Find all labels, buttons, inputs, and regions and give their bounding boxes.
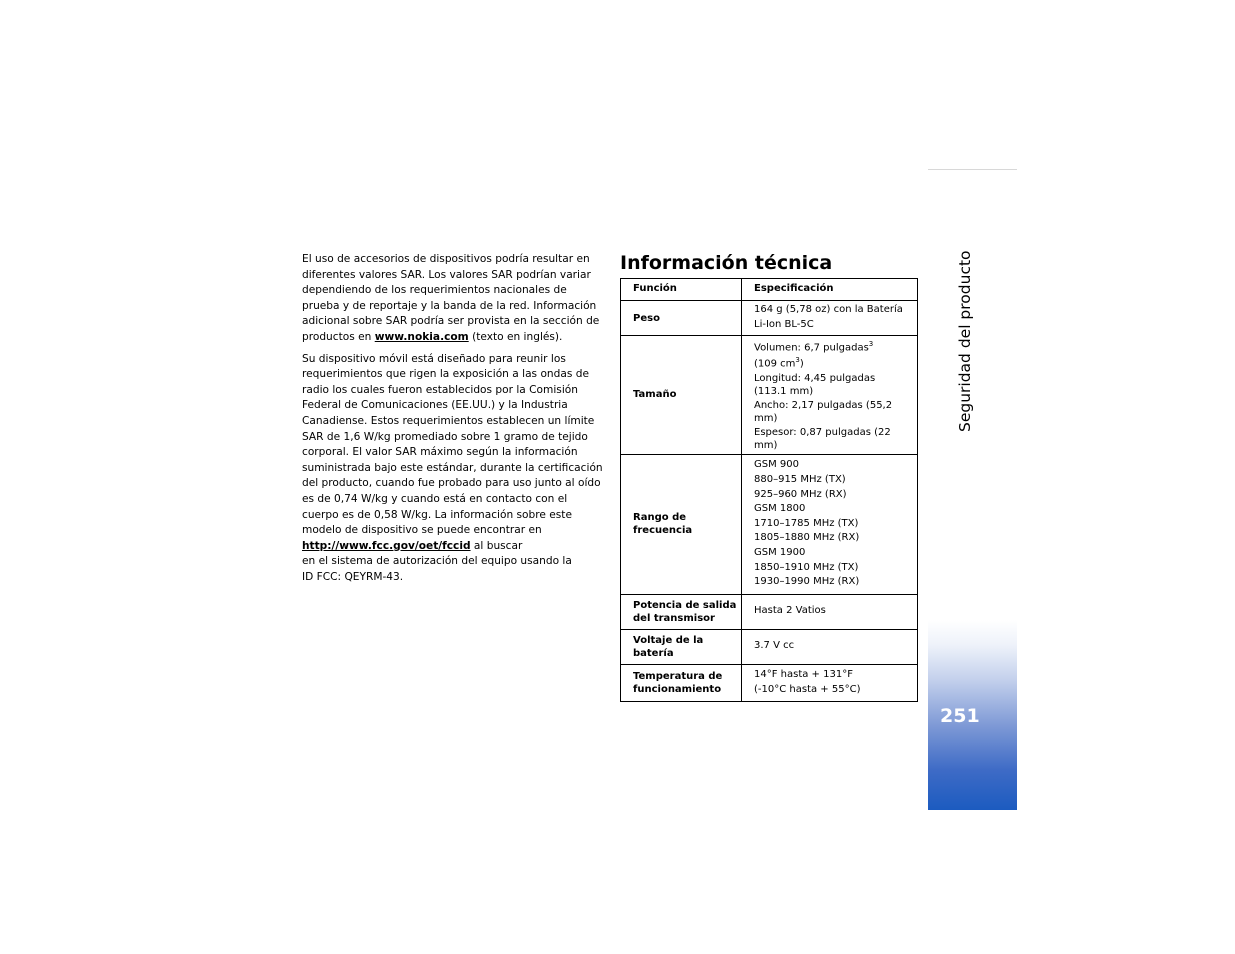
spec-line: (113.1 mm)	[754, 385, 814, 397]
chapter-label: Seguridad del producto	[956, 250, 974, 432]
paragraph-text: El uso de accesorios de dispositivos podría resultar en diferentes valores SAR. Los valores SAR podrían variar dependiendo de los requerimientos nacionales de prueba y de reportaje y la banda de la red. Información adicional sobre SAR podría ser provista en la sección de productos en	[302, 253, 600, 343]
feature-voltage	[621, 629, 742, 664]
spec-line: Ancho: 2,17 pulgadas (55,2 mm)	[754, 399, 893, 424]
spec-line: GSM 900	[754, 459, 799, 471]
table-header-row	[621, 279, 918, 301]
header-spec: Especificación	[742, 279, 918, 301]
header-feature: Función	[621, 279, 742, 301]
spec-line: Li-Ion BL-5C	[754, 319, 814, 330]
feature-line: Rango de	[633, 512, 687, 524]
spec-line: 925–960 MHz (RX)	[754, 488, 847, 500]
feature-power	[621, 594, 742, 629]
spec-power: Hasta 2 Vatios	[742, 594, 918, 629]
paragraph-text-line: en el sistema de autorización del equipo usando la	[302, 555, 572, 568]
spec-line: 1930–1990 MHz (RX)	[754, 576, 860, 588]
spec-line: GSM 1800	[754, 503, 806, 515]
paragraph-text: Su dispositivo móvil está diseñado para reunir los requerimientos que rigen la exposición a las ondas de radio los cuales fueron establecidos por la Comisión Federal de Comunicaciones (EE.UU.) y la Industria Canadiense. Estos requerimientos establecen un límite SAR de 1,6 W/kg promediado sobre 1 gramo de tejido corporal. El valor SAR máximo según la información suministrada bajo este estándar, durante la certificación del producto, cuando fue probado para uso junto al oído es de 0,74 W/kg y cuando está en contacto con el cuerpo es de 0,58 W/kg. La información sobre este modelo de dispositivo se puede encontrar en	[302, 352, 603, 537]
fcc-link[interactable]: http://www.fcc.gov/oet/fccid	[302, 539, 471, 552]
section-title: Información técnica	[620, 252, 833, 274]
spec-line	[754, 354, 913, 370]
feature-line: batería	[633, 647, 674, 659]
paragraph-text-mid: al buscar	[470, 539, 523, 552]
superscript: 3	[868, 340, 874, 348]
spec-voltage: 3.7 V cc	[742, 629, 918, 664]
superscript: 3	[795, 356, 800, 365]
feature-weight: Peso	[621, 301, 742, 336]
spec-line	[754, 338, 913, 354]
feature-temperature	[621, 664, 742, 701]
spec-line: GSM 1900	[754, 547, 806, 559]
spec-text: )	[799, 358, 804, 370]
spec-text: Volumen: 6,7 pulgadas	[754, 342, 869, 354]
spec-temperature	[742, 664, 918, 701]
spec-line: 1805–1880 MHz (RX)	[754, 532, 860, 544]
page-number: 251	[940, 705, 980, 727]
spec-line: 1710–1785 MHz (TX)	[754, 517, 859, 529]
sar-accessories-paragraph	[302, 252, 604, 346]
feature-line: Potencia de salida	[633, 599, 737, 611]
nokia-link[interactable]: www.nokia.com	[374, 330, 469, 343]
fcc-id-text: ID FCC: QEYRM-43.	[302, 570, 404, 583]
spec-size	[742, 336, 918, 455]
spec-line: (-10°C hasta + 55°C)	[754, 683, 861, 695]
spec-line: 14°F hasta + 131°F	[754, 669, 853, 681]
spec-line: 1850–1910 MHz (TX)	[754, 561, 859, 573]
spec-text: (109 cm	[754, 358, 796, 370]
feature-line: frecuencia	[633, 525, 693, 537]
spec-line: 164 g (5,78 oz) con la Batería	[754, 304, 903, 316]
fcc-paragraph	[302, 352, 604, 586]
spec-line: Espesor: 0,87 pulgadas (22 mm)	[754, 426, 891, 451]
table-row-temperature	[621, 664, 918, 701]
table-row-power	[621, 594, 918, 629]
feature-line: Temperatura de	[633, 670, 723, 682]
paragraph-text-tail: (texto en inglés).	[468, 330, 563, 343]
spec-line: Longitud: 4,45 pulgadas	[754, 372, 876, 384]
table-row-weight	[621, 301, 918, 336]
spec-weight	[742, 301, 918, 336]
spec-line: 880–915 MHz (TX)	[754, 474, 846, 486]
feature-line: Voltaje de la	[633, 634, 704, 646]
left-column	[302, 252, 604, 591]
spec-table	[620, 278, 918, 702]
table-row-size	[621, 336, 918, 455]
table-row-frequency	[621, 454, 918, 594]
feature-line: del transmisor	[633, 612, 715, 624]
feature-frequency	[621, 454, 742, 594]
table-row-voltage	[621, 629, 918, 664]
spec-frequency	[742, 454, 918, 594]
feature-line: funcionamiento	[633, 683, 722, 695]
feature-size: Tamaño	[621, 336, 742, 455]
